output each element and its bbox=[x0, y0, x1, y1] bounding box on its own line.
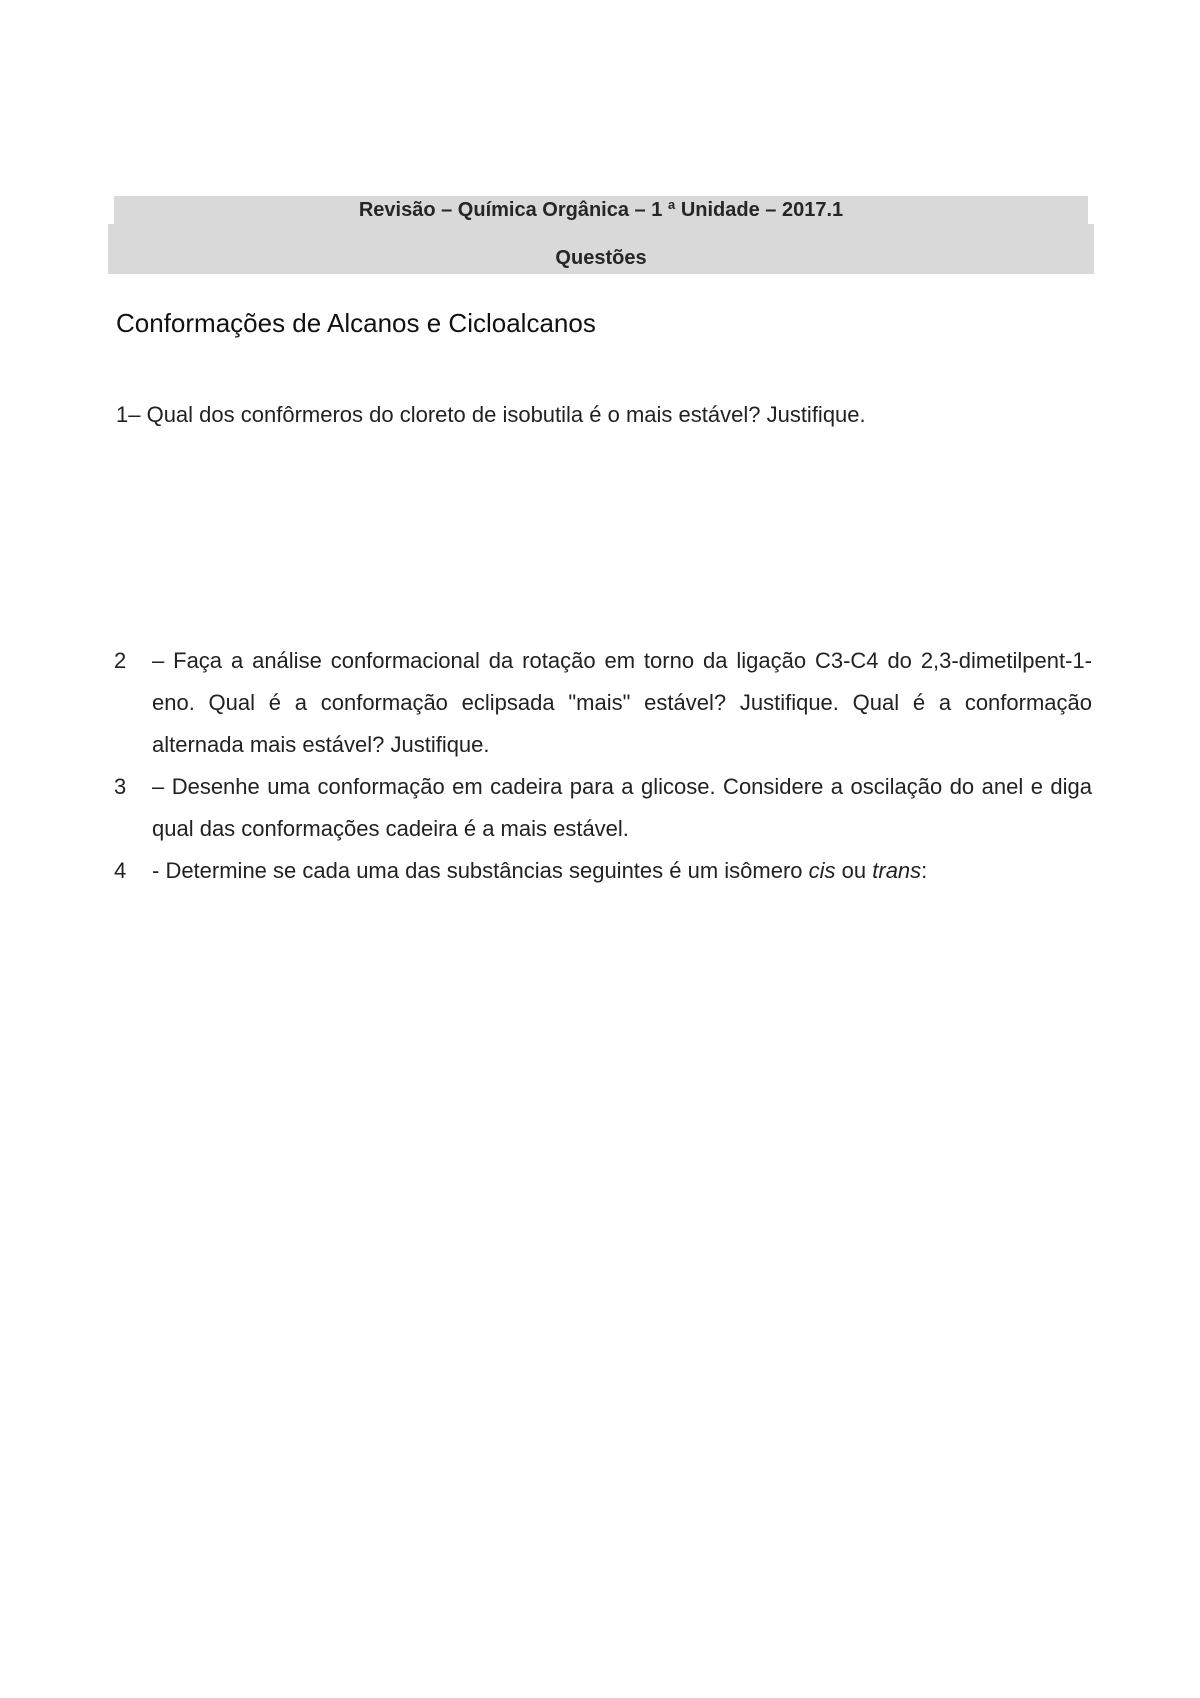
trans-term: trans bbox=[872, 858, 922, 883]
question-text: – Faça a análise conformacional da rotação em torno da ligação C3-C4 do 2,3-dimetilpent-1-eno. Qual é a conformação eclipsada "mais" estável? Justifique. Qual é a conformação alternada mais estável? Justifique. bbox=[152, 648, 1092, 757]
question-number: 4 bbox=[114, 858, 127, 883]
question-text bbox=[152, 850, 1092, 892]
question-text-before: - Determine se cada uma das substâncias seguintes é um isômero bbox=[152, 858, 809, 883]
question-number: 3 bbox=[114, 774, 127, 799]
cis-term: cis bbox=[808, 858, 836, 883]
question-3 bbox=[114, 766, 1092, 850]
question-text-after: : bbox=[921, 858, 928, 883]
document-title: Revisão – Química Orgânica – 1 ª Unidade – 2017.1 bbox=[358, 199, 844, 221]
question-number: 2 bbox=[114, 648, 127, 673]
question-2 bbox=[114, 640, 1092, 766]
header-band bbox=[108, 196, 1094, 274]
question-list bbox=[114, 640, 1092, 892]
question-text: – Desenhe uma conformação em cadeira para a glicose. Considere a oscilação do anel e diga qual das conformações cadeira é a mais estável. bbox=[152, 774, 1092, 841]
question-text-middle: ou bbox=[835, 858, 873, 883]
section-title: Conformações de Alcanos e Cicloalcanos bbox=[116, 308, 596, 338]
question-1: 1– Qual dos confôrmeros do cloreto de isobutila é o mais estável? Justifique. bbox=[116, 402, 866, 427]
document-subtitle: Questões bbox=[555, 247, 647, 269]
question-4 bbox=[114, 850, 1092, 892]
